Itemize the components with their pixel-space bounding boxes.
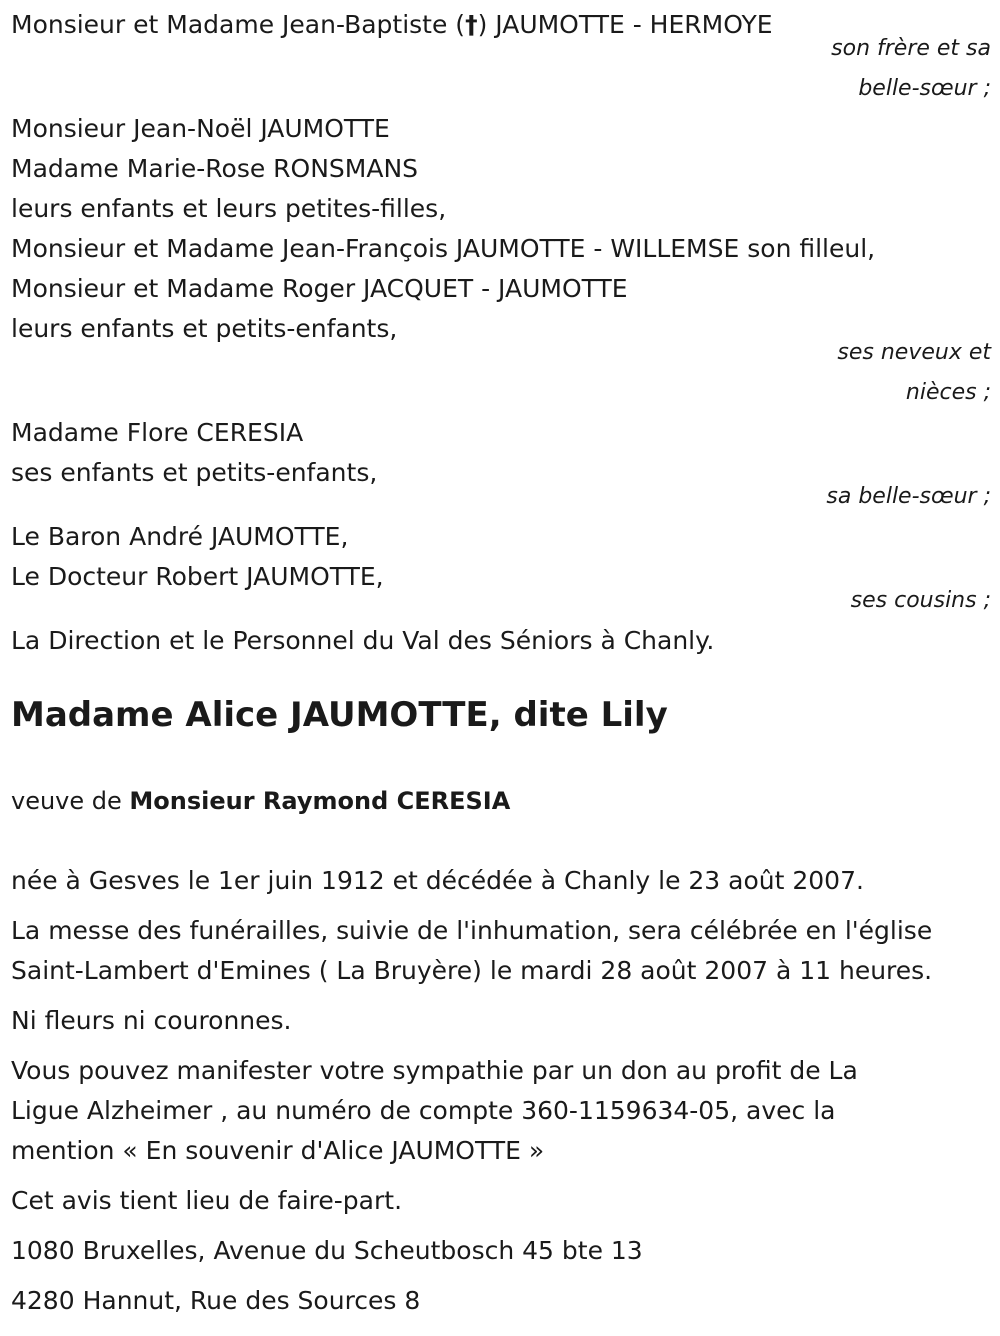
family-line-12: La Direction et le Personnel du Val des Séniors à Chanly. xyxy=(11,626,715,655)
funeral-mass-paragraph xyxy=(11,911,991,991)
family-line-1-end: ) JAUMOTTE - HERMOYE xyxy=(477,10,773,39)
relation-sister-in-law: sa belle-sœur ; xyxy=(826,484,991,509)
sympathy-line-2: Ligue Alzheimer , au numéro de compte 360-1159634-05, avec la xyxy=(11,1096,836,1125)
family-line-3: Madame Marie-Rose RONSMANS xyxy=(11,154,419,183)
relation-cousins: ses cousins ; xyxy=(850,588,991,613)
family-line-9: ses enfants et petits-enfants, xyxy=(11,458,378,487)
family-line-4: leurs enfants et leurs petites-filles, xyxy=(11,194,447,223)
relation-nephews-a: ses neveux et xyxy=(837,340,991,365)
family-line-11: Le Docteur Robert JAUMOTTE, xyxy=(11,562,384,591)
widow-line xyxy=(11,781,991,821)
family-line-5: Monsieur et Madame Jean-François JAUMOTTE - WILLEMSE son filleul, xyxy=(11,234,876,263)
funeral-mass-line-1: La messe des funérailles, suivie de l'inhumation, sera célébrée en l'église xyxy=(11,916,933,945)
family-line-1-start: Monsieur et Madame Jean-Baptiste ( xyxy=(11,10,466,39)
funeral-mass-line-2: Saint-Lambert d'Emines ( La Bruyère) le mardi 28 août 2007 à 11 heures. xyxy=(11,956,933,985)
family-line-7: leurs enfants et petits-enfants, xyxy=(11,314,398,343)
flowers-line: Ni fleurs ni couronnes. xyxy=(11,1006,292,1035)
deceased-name: Madame Alice JAUMOTTE, dite Lily xyxy=(11,695,668,735)
family-line-10: Le Baron André JAUMOTTE, xyxy=(11,522,349,551)
relation-nephews-b: nièces ; xyxy=(905,380,991,405)
sympathy-line-1: Vous pouvez manifester votre sympathie par un don au profit de La xyxy=(11,1056,858,1085)
widow-prefix: veuve de xyxy=(11,787,130,815)
relation-brother-a: son frère et sa xyxy=(831,36,991,61)
address-line-2: 4280 Hannut, Rue des Sources 8 xyxy=(11,1286,421,1315)
family-line-8: Madame Flore CERESIA xyxy=(11,418,304,447)
death-notice xyxy=(11,0,991,1321)
birth-death-line: née à Gesves le 1er juin 1912 et décédée à Chanly le 23 août 2007. xyxy=(11,866,864,895)
relation-brother-b: belle-sœur ; xyxy=(858,76,991,101)
family-line-6: Monsieur et Madame Roger JACQUET - JAUMOTTE xyxy=(11,274,628,303)
notice-line: Cet avis tient lieu de faire-part. xyxy=(11,1186,403,1215)
address-line-1: 1080 Bruxelles, Avenue du Scheutbosch 45 bte 13 xyxy=(11,1236,643,1265)
spouse-name: Monsieur Raymond CERESIA xyxy=(129,787,511,815)
cross-icon: † xyxy=(465,10,478,39)
family-line-2: Monsieur Jean-Noël JAUMOTTE xyxy=(11,114,390,143)
sympathy-paragraph xyxy=(11,1051,991,1171)
sympathy-line-3: mention « En souvenir d'Alice JAUMOTTE » xyxy=(11,1136,545,1165)
